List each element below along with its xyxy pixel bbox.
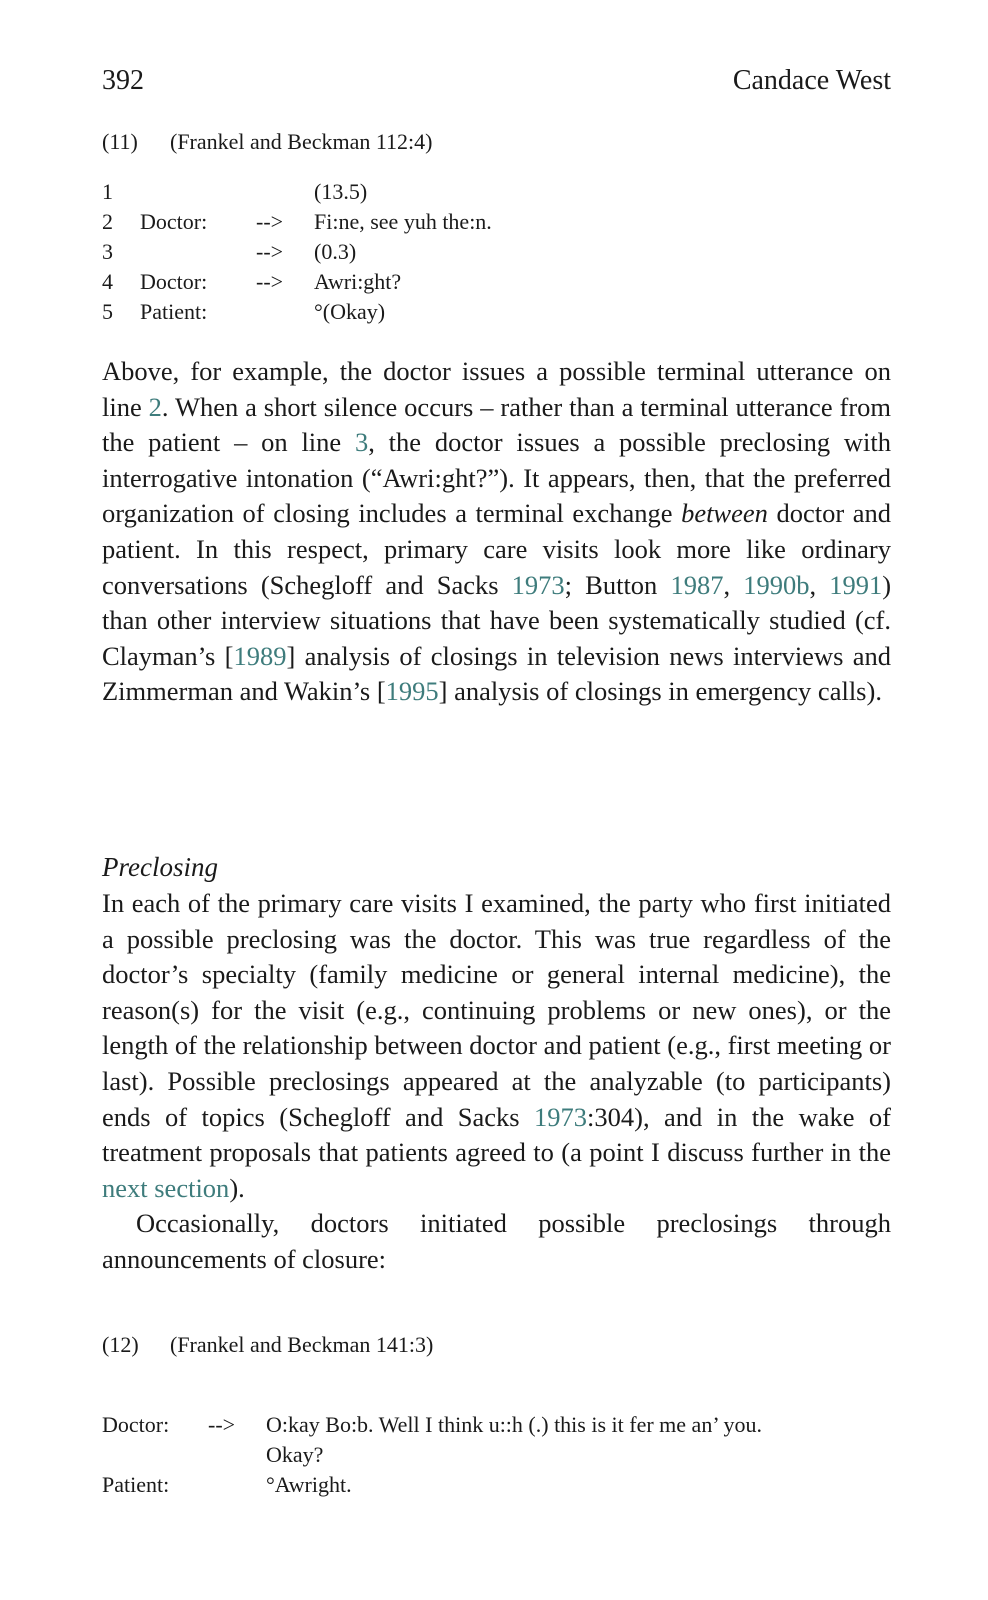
example-11-title [102,128,433,156]
speaker: Doctor: [140,209,208,234]
example-number: (12) [102,1332,139,1357]
text-run: , [809,569,830,600]
example-number: (11) [102,129,138,154]
arrow-marker: --> [208,1412,236,1437]
paragraph-preclosing [102,886,891,1278]
citation-link[interactable]: 1973 [511,569,565,600]
text-run: ; Button [564,569,671,600]
speaker [140,177,256,207]
utterance: O:kay Bo:b. Well I think u::h (.) this is it fer me an’ you. Okay? [266,1412,785,1467]
paragraph [102,886,891,1206]
running-head-author: Candace West [732,65,891,96]
page-number: 392 [102,65,144,96]
text-run: , the doctor issues a possible preclosing with interrogative intonation (“Awri:ght?”). It appears, then, that the preferred organization of closing includes a terminal exchange [102,427,891,529]
utterance: (13.5) [314,179,368,204]
arrow-marker [256,177,314,207]
example-12-title [102,1331,433,1359]
utterance: (0.3) [314,239,357,264]
line-number: 2 [102,209,113,234]
text-run: . When a short silence occurs – rather than a terminal utterance from the patient – on line [102,391,892,458]
running-head [102,64,891,98]
arrow-marker [256,297,314,327]
citation-link[interactable]: 1995 [385,676,439,707]
text-run: :304), and in the wake of treatment proposals that patients agreed to (a point I discuss further in the [102,1101,891,1168]
arrow-marker [208,1470,266,1500]
transcript-line [102,267,492,297]
text-run: ) than other interview situations that have been systematically studied (cf. Clayman’s [ [102,569,892,671]
line-number: 4 [102,269,113,294]
speaker [140,237,256,267]
text-run: Above, for example, the doctor issues a possible terminal utterance on line [102,356,891,422]
citation-link[interactable]: 1991 [829,569,883,600]
transcript-line [102,1410,836,1470]
citation-link[interactable]: 1973 [534,1101,588,1132]
transcript-line [102,1470,836,1500]
text-run: ). [229,1172,245,1203]
section-link[interactable]: next section [102,1172,230,1203]
utterance: °Awright. [266,1472,352,1497]
emphasis: between [681,498,768,529]
paragraph: Occasionally, doctors initiated possible preclosings through announcements of closure: [102,1208,891,1274]
example-source: (Frankel and Beckman 141:3) [170,1332,434,1357]
utterance: °(Okay) [314,299,386,324]
text-run: ] analysis of closings in emergency calls). [438,676,882,707]
text-run: ] analysis of closings in television news interviews and Zimmerman and Wakin’s [ [102,640,891,707]
paragraph [102,354,891,710]
line-number: 1 [102,179,113,204]
citation-link[interactable]: 1990b [743,569,810,600]
speaker: Doctor: [140,269,208,294]
arrow-marker: --> [256,269,284,294]
transcript-line [102,237,492,267]
line-ref-link[interactable]: 2 [148,391,162,422]
transcript-11 [102,177,492,327]
line-number: 3 [102,239,113,264]
arrow-marker: --> [256,209,284,234]
citation-link[interactable]: 1987 [670,569,724,600]
text-run: In each of the primary care visits I examined, the party who first initiated a possible preclosing was the doctor. This was true regardless of the doctor’s specialty (family medicine or general internal medicine), the reason(s) for the visit (e.g., continuing problems or new ones), or the length of the relationship between doctor and patient (e.g., first meeting or last). Possible preclosings appeared at the analyzable (to participants) ends of topics (Schegloff and Sacks [102,888,891,1132]
text-run: , [723,569,744,600]
citation-link[interactable]: 1989 [233,640,287,671]
speaker: Patient: [102,1472,170,1497]
utterance: Fi:ne, see yuh the:n. [314,209,492,234]
speaker: Doctor: [102,1412,170,1437]
section-heading: Preclosing [102,852,218,882]
utterance: Awri:ght? [314,269,402,294]
arrow-marker: --> [256,239,284,264]
speaker: Patient: [140,299,208,324]
transcript-line [102,177,492,207]
example-source: (Frankel and Beckman 112:4) [170,129,433,154]
transcript-line [102,297,492,327]
transcript-12 [102,1410,836,1500]
transcript-line [102,207,492,237]
text-run: doctor and patient. In this respect, primary care visits look more like ordinary conversations (Schegloff and Sacks [102,498,892,600]
line-number: 5 [102,299,113,324]
line-ref-link[interactable]: 3 [354,427,369,458]
paragraph-closing-analysis [102,354,891,710]
